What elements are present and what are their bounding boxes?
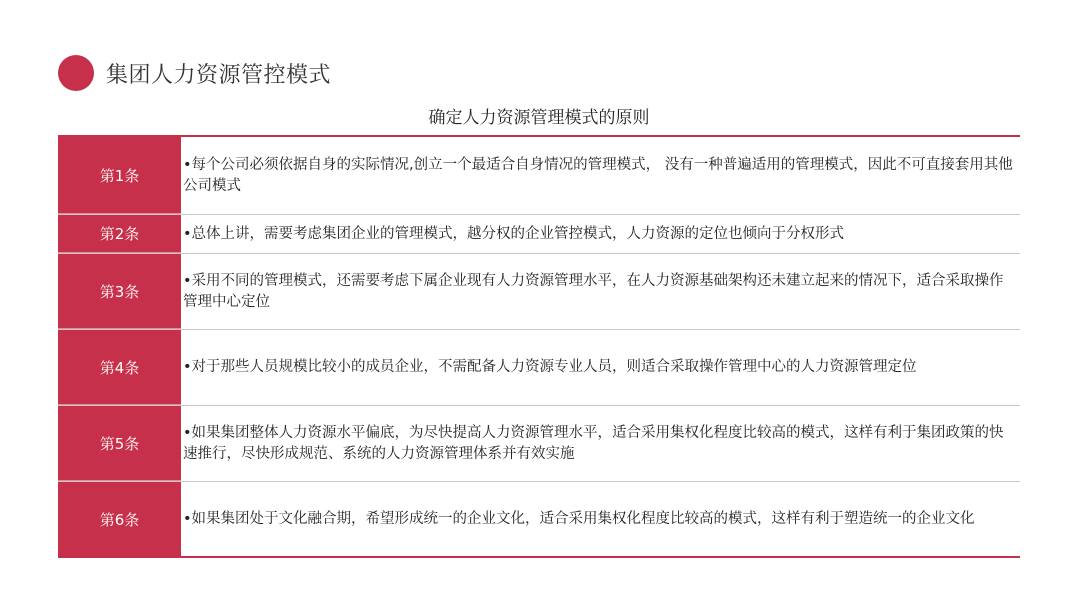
table-row — [58, 254, 1020, 330]
row-text: •总体上讲，需要考虑集团企业的管理模式，越分权的企业管控模式，人力资源的定位也倾向于分权形式 — [183, 225, 845, 242]
table-row — [58, 215, 1020, 254]
table-row — [58, 137, 1020, 215]
row-text: •采用不同的管理模式，还需要考虑下属企业现有人力资源管理水平，在人力资源基础架构还未建立起来的情况下，适合采取操作管理中心定位 — [183, 272, 1004, 310]
table-title: 确定人力资源管理模式的原则 — [428, 108, 650, 128]
row-text: •如果集团整体人力资源水平偏底，为尽快提高人力资源管理水平，适合采用集权化程度比较高的模式，这样有利于集团政策的快速推行，尽快形成规范、系统的人力资源管理体系并有效实施 — [183, 424, 1004, 462]
header — [58, 54, 331, 92]
principles-table — [58, 135, 1020, 558]
table-row — [58, 406, 1020, 482]
table-row — [58, 482, 1020, 558]
row-text: •每个公司必须依据自身的实际情况,创立一个最适合自身情况的管理模式， 没有一种普遍适用的管理模式，因此不可直接套用其他公司模式 — [183, 156, 1013, 194]
row-label: 第4条 — [58, 330, 181, 405]
red-circle-icon — [58, 55, 94, 91]
table-row — [58, 330, 1020, 406]
row-label: 第5条 — [58, 406, 181, 481]
row-label: 第3条 — [58, 254, 181, 329]
row-label: 第1条 — [58, 137, 181, 214]
row-label: 第6条 — [58, 482, 181, 556]
row-label: 第2条 — [58, 215, 181, 253]
page-title: 集团人力资源管控模式 — [106, 62, 332, 88]
row-text: •如果集团处于文化融合期，希望形成统一的企业文化，适合采用集权化程度比较高的模式，这样有利于塑造统一的企业文化 — [183, 510, 975, 527]
row-text: •对于那些人员规模比较小的成员企业，不需配备人力资源专业人员，则适合采取操作管理中心的人力资源管理定位 — [183, 359, 917, 375]
